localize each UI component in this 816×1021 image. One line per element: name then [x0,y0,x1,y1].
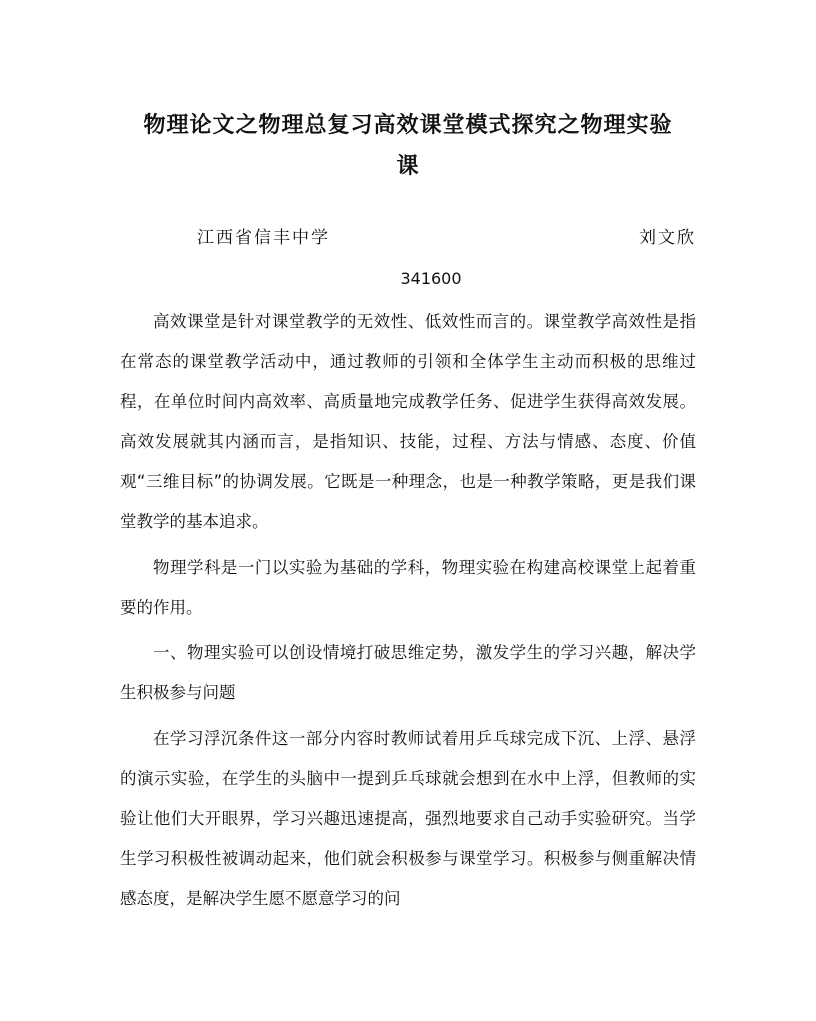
document-title-line-1: 物理论文之物理总复习高效课堂模式探究之物理实验 [143,112,673,138]
paragraph-physics-subject: 物理学科是一门以实验为基础的学科，物理实验在构建高校课堂上起着重要的作用。 [120,558,696,617]
paragraph-example: 在学习浮沉条件这一部分内容时教师试着用乒乓球完成下沉、上浮、悬浮的演示实验，在学生的头脑中一提到乒乓球就会想到在水中上浮，但教师的实验让他们大开眼界，学习兴趣迅速提高，强烈地要求自己动手实验研究。当学生学习积极性被调动起来，他们就会积极参与课堂学习。积极参与侧重解决情感态度，是解决学生愿不愿意学习的问 [120,729,696,908]
postcode: 341600 [400,269,462,288]
document-title-line-2: 课 [396,153,420,179]
author-row [120,222,696,254]
paragraph-intro: 高效课堂是针对课堂教学的无效性、低效性而言的。课堂教学高效性是指在常态的课堂教学活动中，通过教师的引领和全体学生主动而积极的思维过程，在单位时间内高效率、高质量地完成教学任务、促进学生获得高效发展。高效发展就其内涵而言，是指知识、技能，过程、方法与情感、态度、价值观“三维目标”的协调发展。它既是一种理念，也是一种教学策略，更是我们课堂教学的基本追求。 [120,312,696,531]
author-name: 刘文欣 [639,228,696,248]
school-name: 江西省信丰中学 [197,228,330,248]
section-heading-1: 一、物理实验可以创设情境打破思维定势，激发学生的学习兴趣，解决学生积极参与问题 [120,643,696,702]
